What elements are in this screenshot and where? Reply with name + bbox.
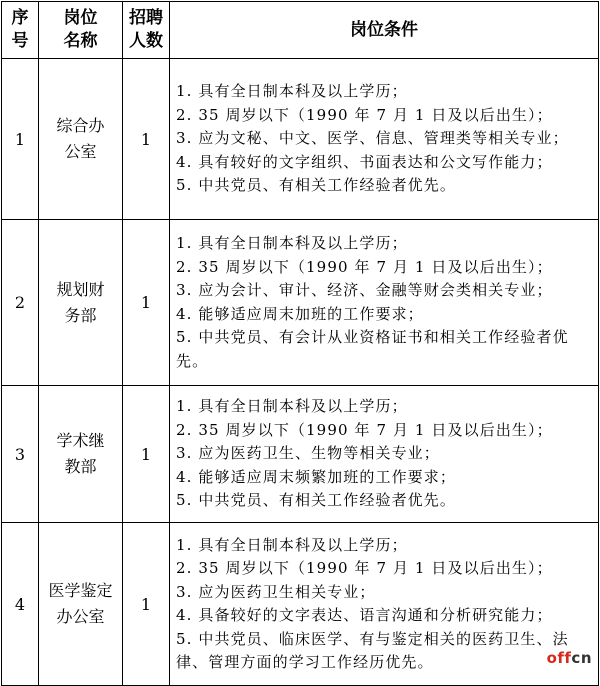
table-row bbox=[2, 386, 599, 523]
table-row bbox=[2, 523, 599, 686]
row-position-name: 医学鉴定 办公室 bbox=[39, 523, 123, 686]
condition-item: 5. 中共党员、有相关工作经验者优先。 bbox=[176, 176, 456, 195]
condition-item: 5. 中共党员、有相关工作经验者优先。 bbox=[176, 491, 456, 510]
condition-item: 3. 应为文秘、中文、医学、信息、管理类等相关专业； bbox=[176, 129, 569, 148]
condition-item: 2. 35 周岁以下（1990 年 7 月 1 日及以后出生）； bbox=[176, 559, 553, 577]
table-row bbox=[2, 59, 599, 220]
row-index: 4 bbox=[2, 523, 39, 686]
row-conditions bbox=[170, 220, 599, 386]
condition-item: 3. 应为会计、审计、经济、金融等财会类相关专业； bbox=[176, 281, 553, 299]
condition-item: 1. 具有全日制本科及以上学历； bbox=[176, 535, 408, 554]
condition-item: 4. 能够适应周末加班的工作要求； bbox=[176, 304, 424, 323]
condition-item: 2. 35 周岁以下（1990 年 7 月 1 日及以后出生）； bbox=[176, 105, 553, 124]
row-index: 1 bbox=[2, 59, 39, 220]
offcn-watermark: offcn bbox=[546, 649, 592, 667]
row-headcount: 1 bbox=[123, 386, 170, 523]
condition-item: 4. 具有较好的文字组织、书面表达和公文写作能力； bbox=[176, 152, 553, 171]
recruitment-table bbox=[1, 1, 599, 686]
condition-item: 3. 应为医药卫生相关专业； bbox=[176, 582, 376, 601]
header-conditions: 岗位条件 bbox=[170, 2, 599, 59]
table-row bbox=[2, 220, 599, 386]
condition-item: 1. 具有全日制本科及以上学历； bbox=[176, 397, 408, 416]
condition-item: 5. 中共党员、有会计从业资格证书和相关工作经验者优先。 bbox=[176, 328, 569, 370]
row-index: 3 bbox=[2, 386, 39, 523]
row-headcount: 1 bbox=[123, 220, 170, 386]
row-index: 2 bbox=[2, 220, 39, 386]
row-conditions bbox=[170, 59, 599, 220]
header-row bbox=[2, 2, 599, 59]
condition-item: 1. 具有全日制本科及以上学历； bbox=[176, 234, 408, 252]
header-headcount: 招聘 人数 bbox=[123, 2, 170, 59]
condition-item: 2. 35 周岁以下（1990 年 7 月 1 日及以后出生）； bbox=[176, 257, 553, 276]
condition-item: 2. 35 周岁以下（1990 年 7 月 1 日及以后出生）； bbox=[176, 420, 553, 439]
header-position-name: 岗位 名称 bbox=[39, 2, 123, 59]
row-headcount: 1 bbox=[123, 523, 170, 686]
row-position-name: 规划财 务部 bbox=[39, 220, 123, 386]
row-position-name: 综合办 公室 bbox=[39, 59, 123, 220]
condition-item: 5. 中共党员、临床医学、有与鉴定相关的医药卫生、法律、管理方面的学习工作经历优先。 bbox=[176, 629, 569, 671]
condition-item: 4. 具备较好的文字表达、语言沟通和分析研究能力； bbox=[176, 606, 553, 624]
row-position-name: 学术继 教部 bbox=[39, 386, 123, 523]
row-headcount: 1 bbox=[123, 59, 170, 220]
condition-item: 3. 应为医药卫生、生物等相关专业； bbox=[176, 444, 440, 463]
header-index: 序 号 bbox=[2, 2, 39, 59]
row-conditions bbox=[170, 523, 599, 686]
row-conditions bbox=[170, 386, 599, 523]
condition-item: 1. 具有全日制本科及以上学历； bbox=[176, 82, 408, 101]
condition-item: 4. 能够适应周末频繁加班的工作要求； bbox=[176, 467, 456, 486]
